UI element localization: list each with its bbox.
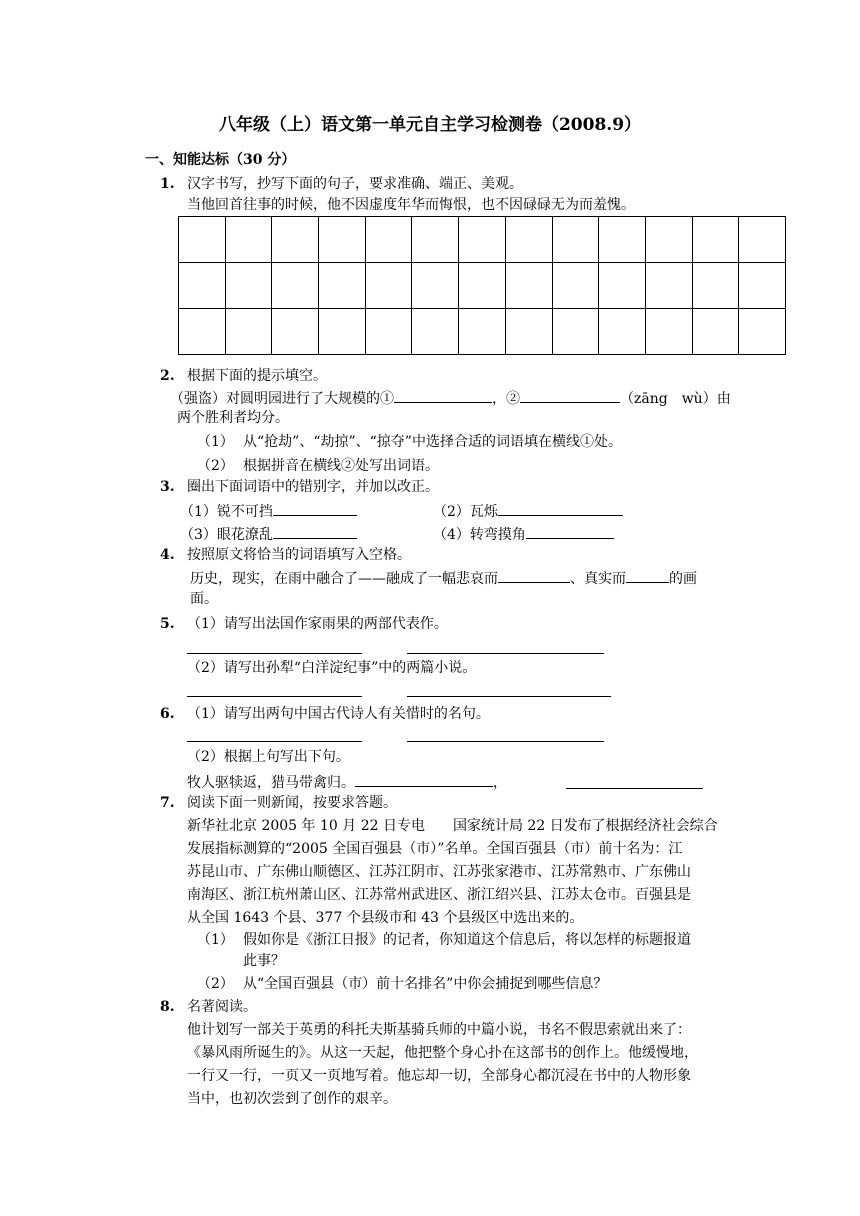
fill-text: 的画 — [669, 571, 697, 587]
answer-blank[interactable] — [394, 387, 492, 403]
sub-question: （2）根据上句写出下句。 — [187, 749, 350, 765]
question-number: 4. — [160, 547, 175, 563]
grid-cell[interactable] — [692, 217, 739, 263]
grid-cell[interactable] — [179, 217, 226, 263]
fill-text: （强盗）对圆明园进行了大规模的① — [170, 391, 394, 407]
sub-question: 从“全国百强县（市）前十名排名”中你会捕捉到哪些信息？ — [243, 976, 608, 992]
grid-cell[interactable] — [692, 263, 739, 309]
grid-cell[interactable] — [365, 309, 412, 355]
word-item — [433, 500, 623, 522]
fill-text: 面。 — [190, 591, 218, 607]
fill-line — [170, 387, 731, 409]
fill-text: ，② — [492, 391, 520, 407]
grid-cell[interactable] — [412, 309, 459, 355]
grid-cell[interactable] — [179, 309, 226, 355]
answer-line[interactable] — [566, 788, 703, 789]
question-number: 5. — [160, 616, 175, 632]
question-text: 根据下面的提示填空。 — [187, 368, 327, 384]
answer-line[interactable] — [187, 741, 362, 742]
grid-cell[interactable] — [459, 263, 506, 309]
grid-cell[interactable] — [739, 263, 786, 309]
word-label: （2）瓦烁 — [433, 504, 498, 520]
grid-cell[interactable] — [225, 263, 272, 309]
news-line: 新华社北京 2005 年 10 月 22 日专电 国家统计局 22 日发布了根据经济社会综合 — [187, 818, 718, 834]
fill-line — [187, 771, 507, 793]
fill-text: 两个胜利者均分。 — [177, 410, 289, 426]
grid-cell[interactable] — [505, 309, 552, 355]
question-text: 圈出下面词语中的错别字，并加以改正。 — [187, 479, 439, 495]
answer-blank[interactable] — [355, 771, 493, 787]
grid-cell[interactable] — [552, 263, 599, 309]
sub-number: （2） — [197, 458, 234, 474]
grid-cell[interactable] — [179, 263, 226, 309]
grid-cell[interactable] — [459, 309, 506, 355]
copy-sentence: 当他回首往事的时候，他不因虚度年华而悔恨，也不因碌碌无为而羞愧。 — [187, 197, 635, 213]
answer-line[interactable] — [187, 696, 362, 697]
sub-question: （1）请写出两句中国古代诗人有关惜时的名句。 — [187, 706, 490, 722]
grid-cell[interactable] — [272, 217, 319, 263]
grid-cell[interactable] — [505, 217, 552, 263]
question-number: 7. — [160, 795, 175, 811]
grid-cell[interactable] — [365, 263, 412, 309]
grid-cell[interactable] — [599, 263, 646, 309]
sub-question: 此事？ — [243, 953, 285, 969]
word-label: （4）转弯摸角 — [433, 527, 526, 543]
question-number: 8. — [160, 999, 175, 1015]
grid-cell[interactable] — [272, 309, 319, 355]
word-label: （3）眼花潦乱 — [180, 527, 273, 543]
fill-text: （zāng wù）由 — [620, 391, 731, 407]
grid-cell[interactable] — [692, 309, 739, 355]
grid-cell[interactable] — [272, 263, 319, 309]
sub-number: （2） — [197, 976, 234, 992]
page-title: 八年级（上）语文第一单元自主学习检测卷（2008.9） — [218, 115, 642, 135]
word-item — [180, 523, 357, 545]
excerpt-line: 一行又一行，一页又一页地写着。他忘却一切，全部身心都沉浸在书中的人物形象 — [187, 1068, 691, 1084]
fill-text: 牧人驱犊返，猎马带禽归。 — [187, 775, 355, 791]
sub-question: 根据拼音在横线②处写出词语。 — [243, 458, 439, 474]
grid-cell[interactable] — [645, 309, 692, 355]
grid-cell[interactable] — [459, 217, 506, 263]
sub-number: （1） — [197, 932, 234, 948]
grid-cell[interactable] — [365, 217, 412, 263]
grid-cell[interactable] — [599, 217, 646, 263]
grid-cell[interactable] — [505, 263, 552, 309]
question-text: 按照原文将恰当的词语填写入空格。 — [187, 547, 411, 563]
writing-grid[interactable] — [178, 216, 786, 355]
grid-cell[interactable] — [319, 217, 366, 263]
news-line: 发展指标测算的“2005 全国百强县（市）”名单。全国百强县（市）前十名为：江 — [187, 841, 683, 857]
answer-line[interactable] — [407, 696, 611, 697]
answer-blank[interactable] — [520, 387, 620, 403]
question-number: 2. — [160, 368, 175, 384]
grid-cell[interactable] — [225, 217, 272, 263]
grid-cell[interactable] — [552, 309, 599, 355]
excerpt-line: 当中，也初次尝到了创作的艰辛。 — [187, 1091, 397, 1107]
grid-cell[interactable] — [645, 263, 692, 309]
sub-number: （1） — [197, 434, 234, 450]
news-line: 从全国 1643 个县、377 个县级市和 43 个县级区中选出来的。 — [187, 910, 584, 926]
grid-row — [179, 217, 786, 263]
grid-row — [179, 263, 786, 309]
grid-row — [179, 309, 786, 355]
grid-cell[interactable] — [412, 263, 459, 309]
sub-question: （1）请写出法国作家雨果的两部代表作。 — [187, 616, 448, 632]
sub-question: 从“抢劫”、“劫掠”、“掠夺”中选择合适的词语填在横线①处。 — [243, 434, 622, 450]
grid-cell[interactable] — [645, 217, 692, 263]
grid-cell[interactable] — [599, 309, 646, 355]
fill-text: 、真实而 — [570, 571, 626, 587]
answer-blank[interactable] — [273, 523, 357, 539]
grid-cell[interactable] — [412, 217, 459, 263]
question-number: 1. — [160, 176, 175, 192]
word-item — [180, 500, 357, 522]
answer-blank[interactable] — [498, 500, 623, 516]
section-heading: 一、知能达标（30 分） — [145, 152, 296, 168]
answer-blank[interactable] — [273, 500, 357, 516]
answer-blank[interactable] — [626, 567, 669, 583]
sub-question: 假如你是《浙江日报》的记者，你知道这个信息后，将以怎样的标题报道 — [243, 932, 691, 948]
fill-text: ， — [493, 775, 507, 791]
grid-cell[interactable] — [552, 217, 599, 263]
grid-cell[interactable] — [739, 309, 786, 355]
grid-cell[interactable] — [225, 309, 272, 355]
fill-text: 历史，现实，在雨中融合了——融成了一幅悲哀而 — [190, 571, 498, 587]
answer-line[interactable] — [407, 741, 604, 742]
answer-line[interactable] — [187, 653, 362, 654]
news-line: 苏昆山市、广东佛山顺德区、江苏江阴市、江苏张家港市、江苏常熟市、广东佛山 — [187, 864, 691, 880]
grid-cell[interactable] — [319, 263, 366, 309]
answer-blank[interactable] — [498, 567, 570, 583]
grid-cell[interactable] — [319, 309, 366, 355]
question-text: 名著阅读。 — [187, 999, 257, 1015]
answer-blank[interactable] — [526, 523, 614, 539]
fill-line — [190, 567, 697, 589]
question-text: 阅读下面一则新闻，按要求答题。 — [187, 795, 397, 811]
question-text: 汉字书写，抄写下面的句子，要求准确、端正、美观。 — [187, 176, 523, 192]
word-item — [433, 523, 614, 545]
grid-cell[interactable] — [739, 217, 786, 263]
word-label: （1）锐不可挡 — [180, 504, 273, 520]
news-line: 南海区、浙江杭州萧山区、江苏常州武进区、浙江绍兴县、江苏太仓市。百强县是 — [187, 887, 691, 903]
answer-line[interactable] — [407, 653, 604, 654]
question-number: 3. — [160, 479, 175, 495]
question-number: 6. — [160, 706, 175, 722]
excerpt-line: 《暴风雨所诞生的》。从这一天起，他把整个身心扑在这部书的创作上。他缓慢地， — [187, 1045, 698, 1061]
sub-question: （2）请写出孙犁“白洋淀纪事”中的两篇小说。 — [187, 660, 477, 676]
excerpt-line: 他计划写一部关于英勇的科托夫斯基骑兵师的中篇小说，书名不假思索就出来了： — [187, 1022, 691, 1038]
